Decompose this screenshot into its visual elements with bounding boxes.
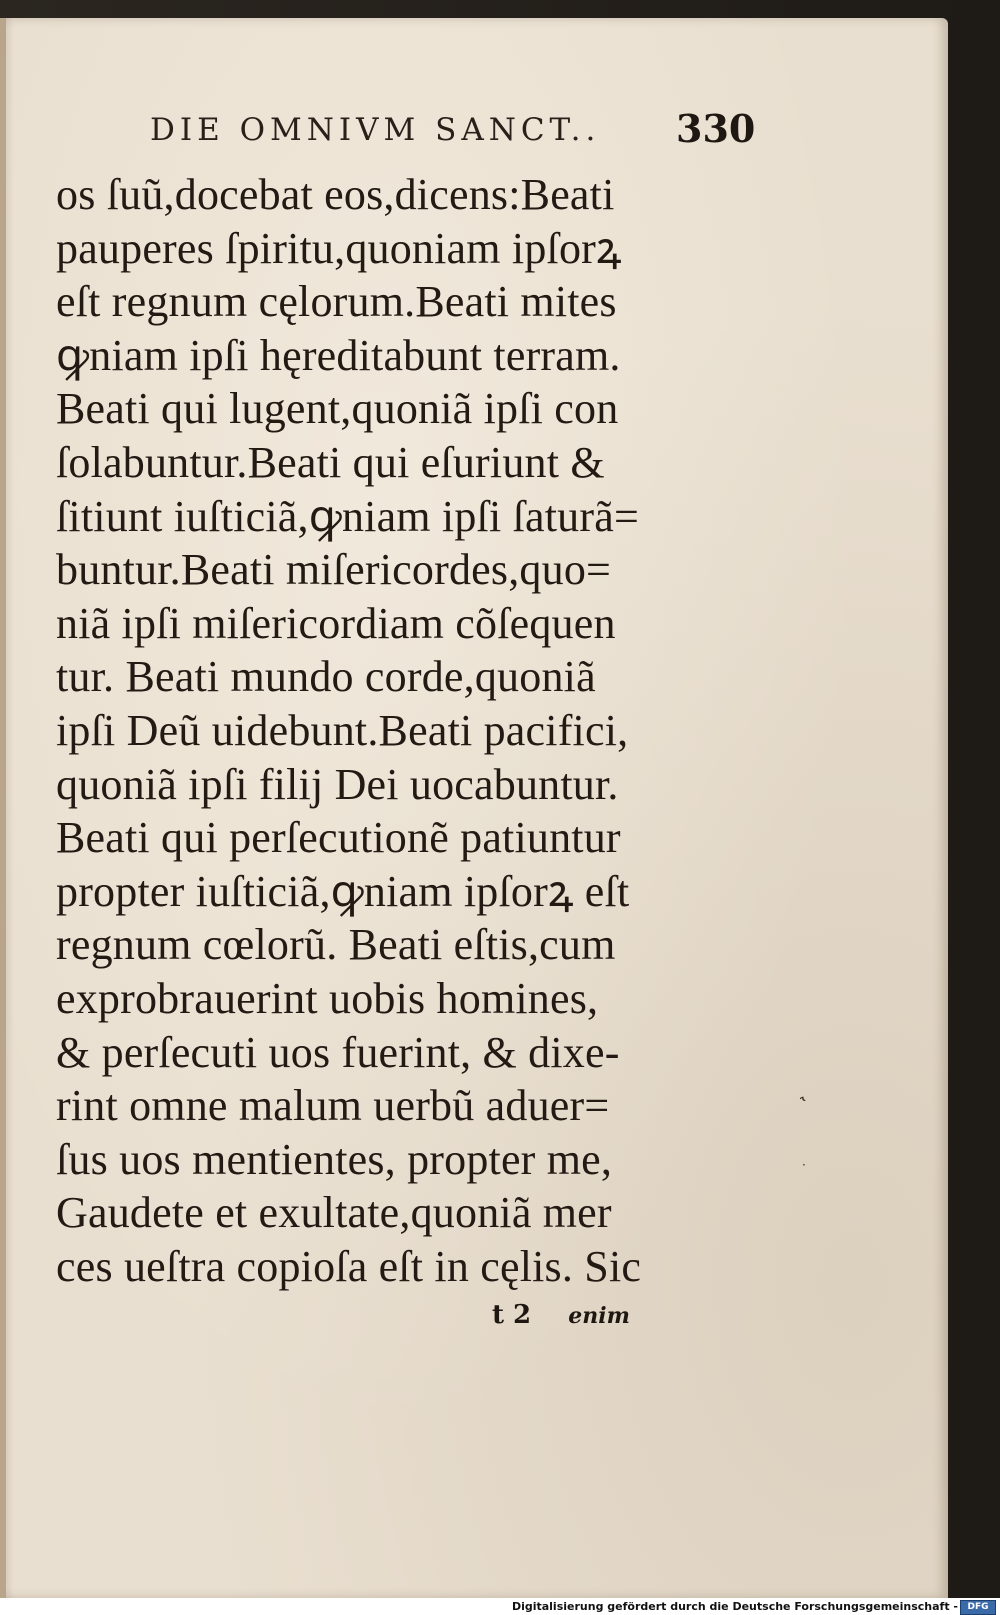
text-line: ꝙniam ipſi hęreditabunt terram. xyxy=(56,330,621,380)
text-line: ſolabuntur.Beati qui eſuriunt & xyxy=(56,437,605,487)
text-line: quoniã ipſi filij Dei uocabuntur. xyxy=(56,759,619,809)
funding-credit: Digitalisierung gefördert durch die Deutsche Forschungsgemeinschaft - xyxy=(511,1600,958,1613)
signature-line xyxy=(492,1300,672,1330)
body-text xyxy=(56,168,676,1293)
text-line: pauperes ſpiritu,quoniam ipſorꝝ xyxy=(56,223,622,273)
text-line: regnum cœlorũ. Beati eſtis,cum xyxy=(56,920,616,970)
ink-speck: · xyxy=(802,1158,806,1172)
text-line: os ſuũ,docebat eos,dicens:Beati xyxy=(56,170,615,219)
text-line: Beati qui lugent,quoniã ipſi con xyxy=(56,384,619,434)
text-line: ces ueſtra copioſa eſt in cęlis. Sic xyxy=(56,1241,642,1291)
text-line: exprobrauerint uobis homines, xyxy=(56,973,599,1023)
text-line: eſt regnum cęlorum.Beati mites xyxy=(56,277,617,327)
text-line: & perſecuti uos fuerint, & dixe- xyxy=(56,1027,620,1077)
text-line: ſus uos mentientes, propter me, xyxy=(56,1134,613,1184)
page-gutter-edge xyxy=(0,18,6,1598)
page-number: 330 xyxy=(676,106,756,151)
text-line: niã ipſi miſericordiam cõſequen xyxy=(56,598,616,648)
text-line: propter iuſticiã,ꝙniam ipſorꝝ eſt xyxy=(56,866,630,916)
text-line: buntur.Beati miſericordes,quo= xyxy=(56,545,612,595)
ink-speck: ˞ xyxy=(800,1090,806,1109)
signature-mark: t 2 xyxy=(492,1300,532,1330)
text-line: rint omne malum uerbũ aduer= xyxy=(56,1081,610,1131)
text-line: ſitiunt iuſticiã,ꝙniam ipſi ſaturã= xyxy=(56,491,639,541)
dfg-logo: DFG xyxy=(960,1600,996,1615)
text-line: Beati qui perſecutionẽ patiuntur xyxy=(56,813,621,863)
text-line: tur. Beati mundo corde,quoniã xyxy=(56,652,596,702)
running-head: DIE OMNIVM SANCT.. xyxy=(150,112,601,148)
text-line: ipſi Deũ uidebunt.Beati pacifici, xyxy=(56,705,629,755)
catchword: enim xyxy=(568,1303,630,1329)
text-line: Gaudete et exultate,quoniã mer xyxy=(56,1188,612,1238)
